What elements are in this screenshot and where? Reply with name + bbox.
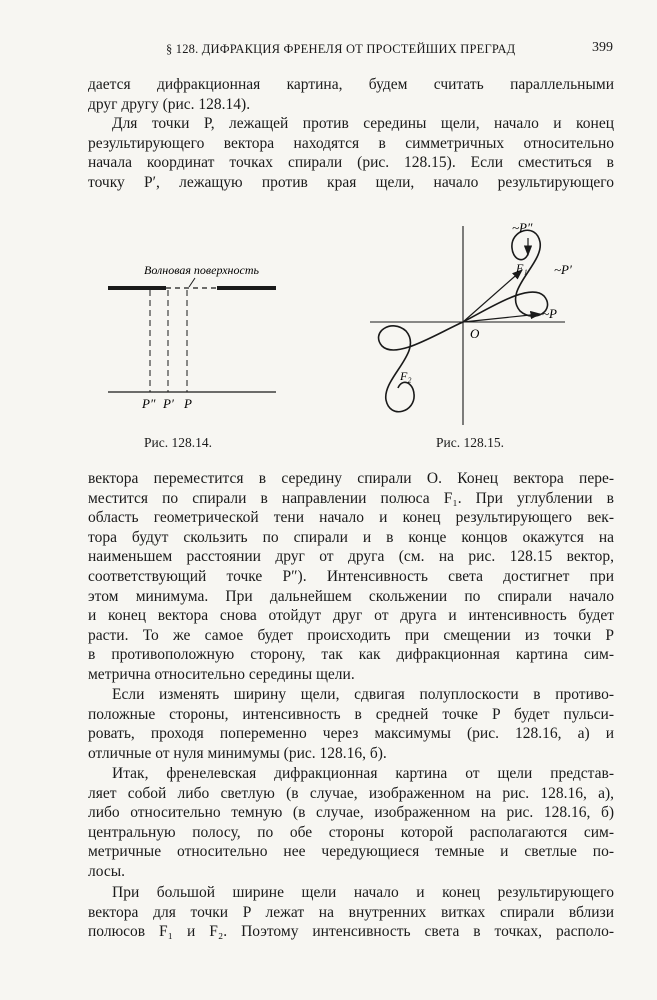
text-line: местится по спирали в направлении полюса F₁. При углублении в bbox=[88, 489, 614, 507]
text-line: точку P′, лежащую против края щели, начало результирующего bbox=[88, 173, 614, 191]
text-line: лосы. bbox=[88, 862, 126, 880]
caption-128-14: Рис. 128.14. bbox=[144, 435, 212, 450]
text-line: вектора для точки P лежат на внутренних витках спирали вблизи bbox=[88, 903, 614, 921]
text-line: полюсов F₁ и F₂. Поэтому интенсивность света в точках, располо- bbox=[88, 923, 614, 941]
label-p-right: ~P bbox=[542, 306, 557, 321]
paragraph-4 bbox=[88, 685, 614, 763]
wave-surface-label: Волновая поверхность bbox=[144, 263, 259, 277]
text-line: этом минимума. При дальнейшем скольжении по спирали начало bbox=[88, 587, 614, 605]
paragraph-6 bbox=[88, 883, 614, 942]
text-line: Для точки P, лежащей против середины щели, начало и конец bbox=[112, 115, 614, 132]
text-line: положные стороны, интенсивность в средней точке P будет пульси- bbox=[88, 705, 614, 723]
text-line: центральную полосу, по обе стороны которой располагаются сим- bbox=[88, 823, 614, 841]
text-line: ляет собой либо светлую (в случае, изображенном на рис. 128.16, а), bbox=[88, 784, 614, 802]
text-line: метричные относительно нее чередующиеся темные и светлые по- bbox=[88, 843, 614, 861]
running-header bbox=[88, 36, 613, 58]
label-p-prime-right: ~P′ bbox=[554, 262, 572, 277]
text-line: друг другу (рис. 128.14). bbox=[88, 95, 251, 113]
paragraph-5 bbox=[88, 764, 614, 882]
text-line: тора будут скользить по спирали и в конце концов окажутся на bbox=[88, 528, 614, 546]
text-line: дается дифракционная картина, будем считать параллельными bbox=[88, 76, 614, 93]
text-line: расти. То же самое будет происходить при смещении из точки P bbox=[88, 626, 614, 644]
text-line: ровать, проходя попеременно через максимумы (рис. 128.16, а) и bbox=[88, 725, 614, 743]
paragraph-3 bbox=[88, 469, 614, 685]
section-title: § 128. ДИФРАКЦИЯ ФРЕНЕЛЯ ОТ ПРОСТЕЙШИХ ПРЕГРАД bbox=[166, 42, 516, 56]
label-f2: F₂ bbox=[400, 369, 412, 383]
text-line: Итак, френелевская дифракционная картина от щели представ- bbox=[112, 765, 614, 782]
pointer-line bbox=[189, 278, 195, 287]
text-line: метрична относительно середины щели. bbox=[88, 665, 355, 683]
paragraph-1 bbox=[88, 75, 614, 114]
caption-128-15: Рис. 128.15. bbox=[436, 435, 504, 450]
label-p-double-prime: P″ bbox=[142, 396, 156, 411]
text-line: соответствующий точке P″). Интенсивность света достигнет при bbox=[88, 567, 614, 585]
figure-128-15 bbox=[360, 200, 590, 430]
text-line: отличные от нуля минимумы (рис. 128.16, б). bbox=[88, 744, 387, 762]
page-number: 399 bbox=[592, 40, 613, 55]
label-p-prime: P′ bbox=[163, 396, 174, 411]
text-line: вектора переместится в середину спирали O. Конец вектора пере- bbox=[88, 470, 614, 487]
text-line: либо относительно темную (в случае, изображенном на рис. 128.16, б) bbox=[88, 804, 614, 822]
paragraph-2 bbox=[88, 114, 614, 192]
text-line: область геометрической тени начало и конец результирующего век- bbox=[88, 509, 614, 527]
text-line: Если изменять ширину щели, сдвигая полуплоскости в противо- bbox=[112, 686, 614, 703]
label-p: P bbox=[184, 396, 192, 411]
label-origin: O bbox=[470, 326, 480, 341]
label-f1: F₁ bbox=[516, 261, 528, 275]
text-line: в противоположную сторону, так как дифракционная картина сим- bbox=[88, 646, 614, 664]
text-line: начала координат точках спирали (рис. 128.15). Если сместиться в bbox=[88, 154, 614, 172]
figure-128-14 bbox=[100, 250, 290, 420]
text-line: и конец вектора снова отойдут друг от друга и интенсивность будет bbox=[88, 607, 614, 625]
text-line: результирующего вектора находятся в симметричных относительно bbox=[88, 134, 614, 152]
text-line: наименьшем расстоянии друг от друга (см. на рис. 128.15 вектор, bbox=[88, 548, 614, 566]
text-line: При большой ширине щели начало и конец результирующего bbox=[112, 884, 614, 901]
label-p-double-prime-right: ~P″ bbox=[512, 220, 533, 235]
